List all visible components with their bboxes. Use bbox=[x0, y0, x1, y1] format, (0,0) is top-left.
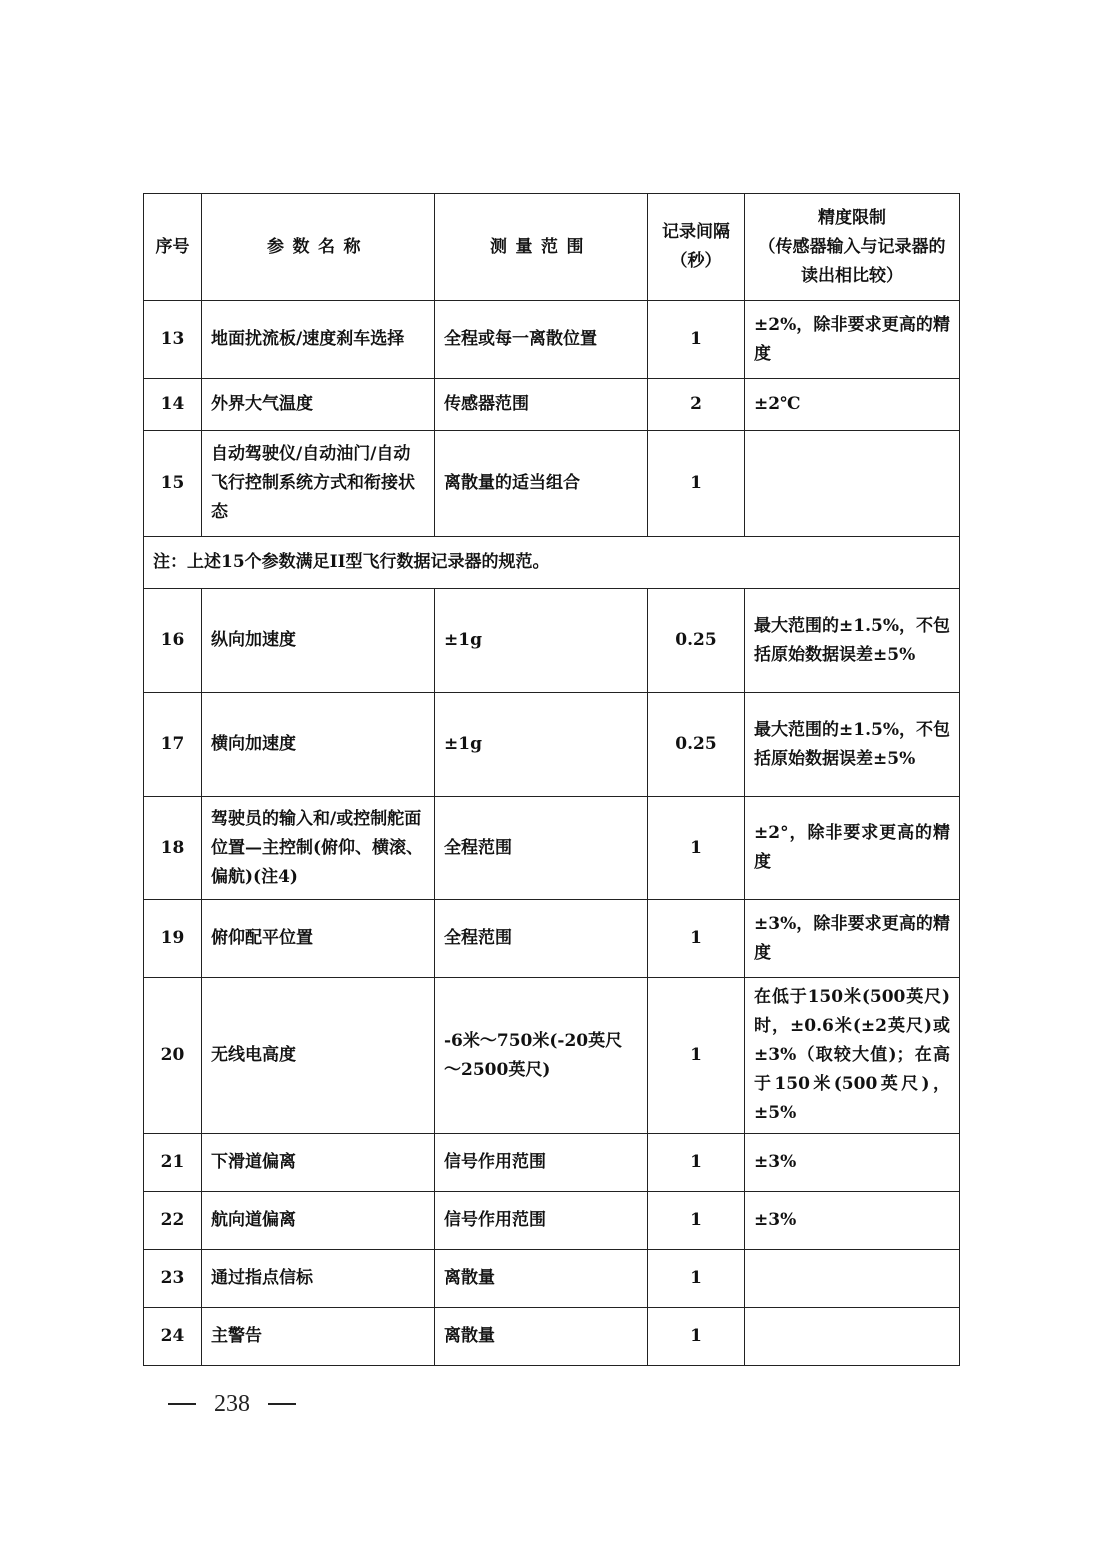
cell-accuracy bbox=[745, 1250, 960, 1308]
table-header-row bbox=[144, 194, 960, 301]
cell-name: 俯仰配平位置 bbox=[202, 900, 435, 978]
cell-accuracy: ±3% bbox=[745, 1192, 960, 1250]
table-row bbox=[144, 1134, 960, 1192]
table-row bbox=[144, 693, 960, 797]
cell-accuracy: ±3%，除非要求更高的精度 bbox=[745, 900, 960, 978]
page-number-text: 238 bbox=[214, 1390, 250, 1417]
cell-range: ±1g bbox=[435, 693, 648, 797]
cell-name: 航向道偏离 bbox=[202, 1192, 435, 1250]
cell-name: 主警告 bbox=[202, 1308, 435, 1366]
cell-accuracy bbox=[745, 431, 960, 537]
cell-name: 无线电高度 bbox=[202, 978, 435, 1134]
cell-interval: 1 bbox=[648, 1134, 745, 1192]
cell-name: 纵向加速度 bbox=[202, 589, 435, 693]
page-number-dash-right bbox=[268, 1403, 296, 1405]
cell-accuracy: 最大范围的±1.5%，不包括原始数据误差±5% bbox=[745, 693, 960, 797]
cell-interval: 0.25 bbox=[648, 693, 745, 797]
cell-no: 13 bbox=[144, 301, 202, 379]
parameter-table bbox=[143, 193, 960, 1366]
cell-range: -6米～750米(-20英尺～2500英尺) bbox=[435, 978, 648, 1134]
header-accuracy: 精度限制 （传感器输入与记录器的读出相比较） bbox=[745, 194, 960, 301]
cell-interval: 1 bbox=[648, 1308, 745, 1366]
note-row bbox=[144, 537, 960, 589]
table-row bbox=[144, 379, 960, 431]
cell-range: 离散量 bbox=[435, 1250, 648, 1308]
cell-range: 信号作用范围 bbox=[435, 1134, 648, 1192]
cell-range: 全程范围 bbox=[435, 900, 648, 978]
cell-no: 16 bbox=[144, 589, 202, 693]
table-row bbox=[144, 978, 960, 1134]
header-range: 测量范围 bbox=[435, 194, 648, 301]
cell-no: 14 bbox=[144, 379, 202, 431]
cell-accuracy: ±2°，除非要求更高的精度 bbox=[745, 797, 960, 900]
page-number-dash-left bbox=[168, 1403, 196, 1405]
table-row bbox=[144, 900, 960, 978]
cell-range: 信号作用范围 bbox=[435, 1192, 648, 1250]
table-row bbox=[144, 1308, 960, 1366]
header-no: 序号 bbox=[144, 194, 202, 301]
cell-no: 17 bbox=[144, 693, 202, 797]
cell-interval: 1 bbox=[648, 301, 745, 379]
cell-range: 离散量 bbox=[435, 1308, 648, 1366]
cell-interval: 0.25 bbox=[648, 589, 745, 693]
cell-name: 横向加速度 bbox=[202, 693, 435, 797]
cell-interval: 1 bbox=[648, 978, 745, 1134]
cell-accuracy: ±2%，除非要求更高的精度 bbox=[745, 301, 960, 379]
cell-interval: 1 bbox=[648, 900, 745, 978]
page-number bbox=[168, 1386, 300, 1422]
table-row bbox=[144, 1250, 960, 1308]
cell-no: 18 bbox=[144, 797, 202, 900]
table-row bbox=[144, 589, 960, 693]
header-name: 参数名称 bbox=[202, 194, 435, 301]
cell-range: 全程或每一离散位置 bbox=[435, 301, 648, 379]
cell-no: 15 bbox=[144, 431, 202, 537]
cell-no: 19 bbox=[144, 900, 202, 978]
cell-interval: 1 bbox=[648, 1192, 745, 1250]
cell-interval: 1 bbox=[648, 1250, 745, 1308]
table-row bbox=[144, 1192, 960, 1250]
cell-no: 22 bbox=[144, 1192, 202, 1250]
cell-no: 21 bbox=[144, 1134, 202, 1192]
cell-accuracy: ±3% bbox=[745, 1134, 960, 1192]
cell-no: 23 bbox=[144, 1250, 202, 1308]
cell-name: 驾驶员的输入和/或控制舵面位置—主控制(俯仰、横滚、偏航)(注4) bbox=[202, 797, 435, 900]
cell-interval: 1 bbox=[648, 431, 745, 537]
cell-name: 下滑道偏离 bbox=[202, 1134, 435, 1192]
table-row bbox=[144, 301, 960, 379]
cell-accuracy: 最大范围的±1.5%，不包括原始数据误差±5% bbox=[745, 589, 960, 693]
cell-name: 地面扰流板/速度刹车选择 bbox=[202, 301, 435, 379]
cell-name: 外界大气温度 bbox=[202, 379, 435, 431]
header-interval: 记录间隔（秒） bbox=[648, 194, 745, 301]
cell-no: 20 bbox=[144, 978, 202, 1134]
cell-name: 自动驾驶仪/自动油门/自动飞行控制系统方式和衔接状态 bbox=[202, 431, 435, 537]
cell-range: 传感器范围 bbox=[435, 379, 648, 431]
cell-no: 24 bbox=[144, 1308, 202, 1366]
cell-interval: 1 bbox=[648, 797, 745, 900]
cell-name: 通过指点信标 bbox=[202, 1250, 435, 1308]
cell-range: 离散量的适当组合 bbox=[435, 431, 648, 537]
cell-range: ±1g bbox=[435, 589, 648, 693]
table-note: 注：上述15个参数满足II型飞行数据记录器的规范。 bbox=[144, 537, 960, 589]
cell-interval: 2 bbox=[648, 379, 745, 431]
cell-accuracy: 在低于150米(500英尺)时，±0.6米(±2英尺)或±3%（取较大值)；在高于150米(500英尺)，±5% bbox=[745, 978, 960, 1134]
cell-accuracy bbox=[745, 1308, 960, 1366]
table-row bbox=[144, 431, 960, 537]
cell-accuracy: ±2℃ bbox=[745, 379, 960, 431]
table-row bbox=[144, 797, 960, 900]
cell-range: 全程范围 bbox=[435, 797, 648, 900]
